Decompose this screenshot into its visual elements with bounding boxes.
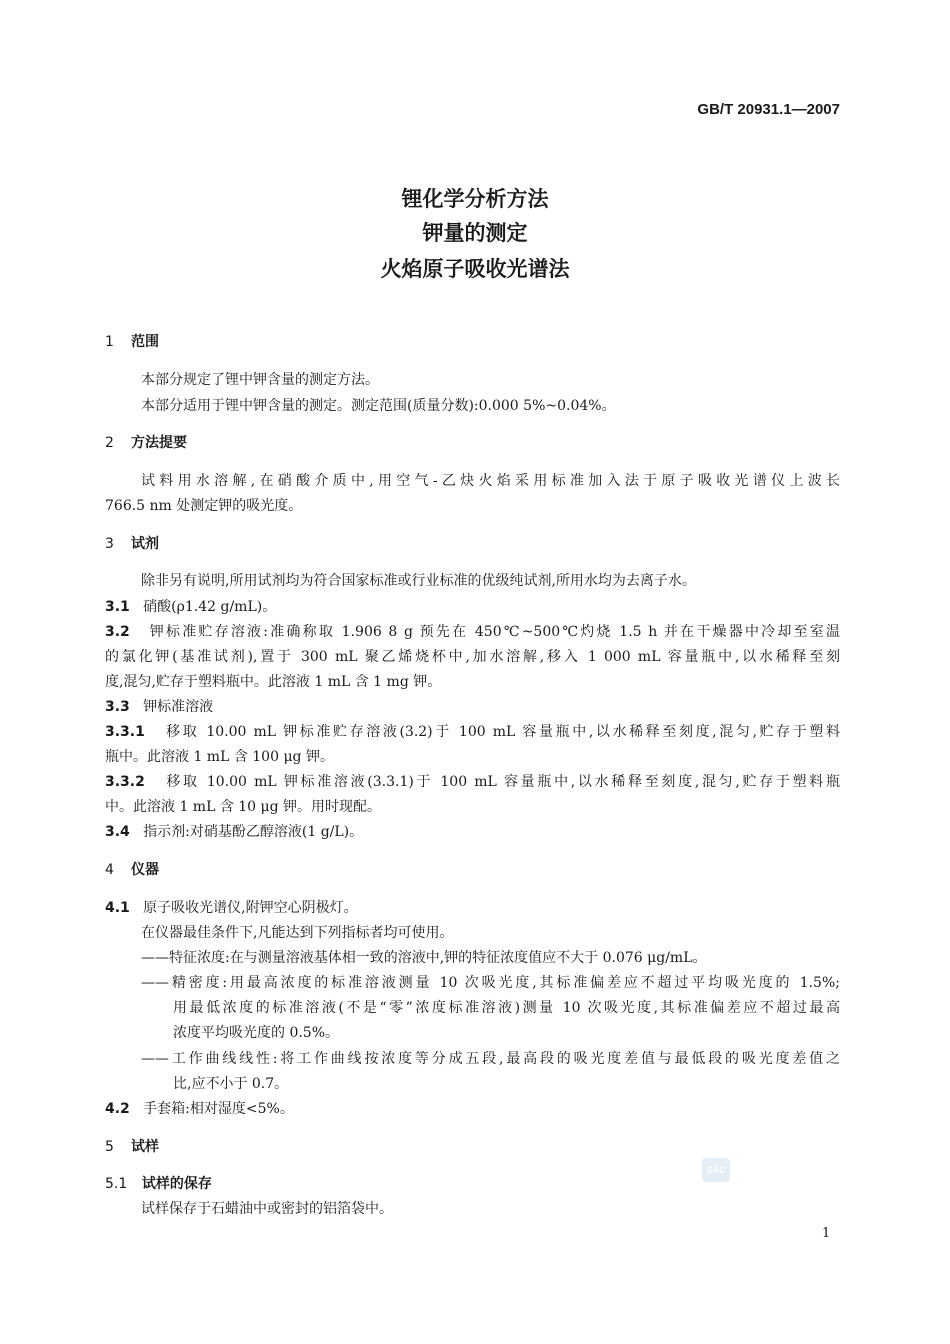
dash-item: ——精密度:用最高浓度的标准溶液测量 10 次吸光度,其标准偏差应不超过平均吸光度的 1.5%; [141, 975, 840, 991]
paragraph: 浓度平均吸光度的 0.5%。 [173, 1025, 340, 1041]
section-title: 范围 [131, 334, 159, 350]
clause-text: 移取 10.00 mL 钾标准溶液(3.3.1)于 100 mL 容量瓶中,以水稀释至刻度,混匀,贮存于塑料瓶 [166, 774, 840, 790]
paragraph: 度,混匀,贮存于塑料瓶中。此溶液 1 mL 含 1 mg 钾。 [105, 674, 442, 690]
clause-text: 手套箱:相对湿度<5%。 [143, 1101, 294, 1117]
clause-text: 移取 10.00 mL 钾标准贮存溶液(3.2)于 100 mL 容量瓶中,以水稀释至刻度,混匀,贮存于塑料 [166, 724, 840, 740]
clause-text: 钾标准溶液 [143, 699, 214, 715]
clause-text: 原子吸收光谱仪,附钾空心阴极灯。 [143, 900, 358, 916]
section-2-heading [105, 432, 187, 452]
section-1-heading [105, 331, 159, 351]
clause-3-4 [105, 821, 840, 841]
section-number: 4 [105, 862, 114, 878]
paragraph: 本部分适用于锂中钾含量的测定。测定范围(质量分数):0.000 5%~0.04%。 [141, 398, 616, 414]
section-5-heading [105, 1136, 159, 1156]
doc-title-line2: 钾量的测定 [422, 221, 528, 245]
clause-number: 4.1 [105, 900, 130, 916]
clause-text: 钾标准贮存溶液:准确称取 1.906 8 g 预先在 450℃~500℃灼烧 1.5 h 并在干燥器中冷却至室温 [149, 624, 840, 640]
clause-number: 3.2 [105, 624, 130, 640]
clause-text: 硝酸(ρ1.42 g/mL)。 [143, 599, 277, 615]
paragraph: 瓶中。此溶液 1 mL 含 100 μg 钾。 [105, 749, 334, 765]
section-4-heading [105, 859, 159, 879]
paragraph: 中。此溶液 1 mL 含 10 μg 钾。用时现配。 [105, 799, 382, 815]
clause-3-3 [105, 696, 840, 716]
dash-item: ——特征浓度:在与测量溶液基体相一致的溶液中,钾的特征浓度值应不大于 0.076 μg/mL。 [141, 950, 707, 966]
paragraph: 试样保存于石蜡油中或密封的铝箔袋中。 [141, 1201, 393, 1217]
clause-5-1-heading [105, 1173, 212, 1193]
paragraph: 的氯化钾(基准试剂),置于 300 mL 聚乙烯烧杯中,加水溶解,移入 1 000 mL 容量瓶中,以水稀释至刻 [105, 649, 840, 665]
clause-4-2 [105, 1098, 840, 1118]
clause-4-1 [105, 897, 840, 917]
clause-number: 3.1 [105, 599, 130, 615]
dash-item: ——工作曲线线性:将工作曲线按浓度等分成五段,最高段的吸光度差值与最低段的吸光度差值之 [141, 1051, 840, 1067]
clause-number: 3.4 [105, 824, 130, 840]
paragraph: 用最低浓度的标准溶液(不是“零”浓度标准溶液)测量 10 次吸光度,其标准偏差应不超过最高 [173, 1000, 840, 1016]
clause-title: 试样的保存 [141, 1176, 212, 1192]
clause-number: 3.3.2 [105, 774, 145, 790]
clause-text: 指示剂:对硝基酚乙醇溶液(1 g/L)。 [143, 824, 364, 840]
clause-3-3-2 [105, 771, 840, 791]
section-number: 5 [105, 1139, 114, 1155]
clause-number: 4.2 [105, 1101, 130, 1117]
clause-number: 3.3 [105, 699, 130, 715]
doc-title-line3: 火焰原子吸收光谱法 [380, 257, 570, 281]
section-number: 1 [105, 334, 114, 350]
clause-number: 5.1 [105, 1176, 128, 1192]
paragraph: 试料用水溶解,在硝酸介质中,用空气-乙炔火焰采用标准加入法于原子吸收光谱仪上波长 [141, 473, 840, 489]
paragraph: 766.5 nm 处测定钾的吸光度。 [105, 498, 303, 514]
section-number: 3 [105, 536, 114, 552]
clause-3-2 [105, 621, 840, 641]
section-number: 2 [105, 435, 114, 451]
paragraph: 除非另有说明,所用试剂均为符合国家标准或行业标准的优级纯试剂,所用水均为去离子水。 [141, 573, 696, 589]
clause-3-3-1 [105, 721, 840, 741]
paragraph: 在仪器最佳条件下,凡能达到下列指标者均可使用。 [141, 925, 454, 941]
page-number: 1 [822, 1226, 831, 1241]
clause-3-1 [105, 596, 840, 616]
paragraph: 比,应不小于 0.7。 [173, 1076, 289, 1092]
section-title: 仪器 [131, 862, 159, 878]
paragraph: 本部分规定了锂中钾含量的测定方法。 [141, 372, 379, 388]
section-title: 试样 [131, 1139, 159, 1155]
section-3-heading [105, 533, 159, 553]
standard-code: GB/T 20931.1—2007 [697, 101, 840, 118]
clause-number: 3.3.1 [105, 724, 145, 740]
doc-title-line1: 锂化学分析方法 [401, 187, 549, 211]
section-title: 方法提要 [131, 435, 187, 451]
section-title: 试剂 [131, 536, 159, 552]
sac-watermark-logo: SAC [702, 1158, 730, 1182]
